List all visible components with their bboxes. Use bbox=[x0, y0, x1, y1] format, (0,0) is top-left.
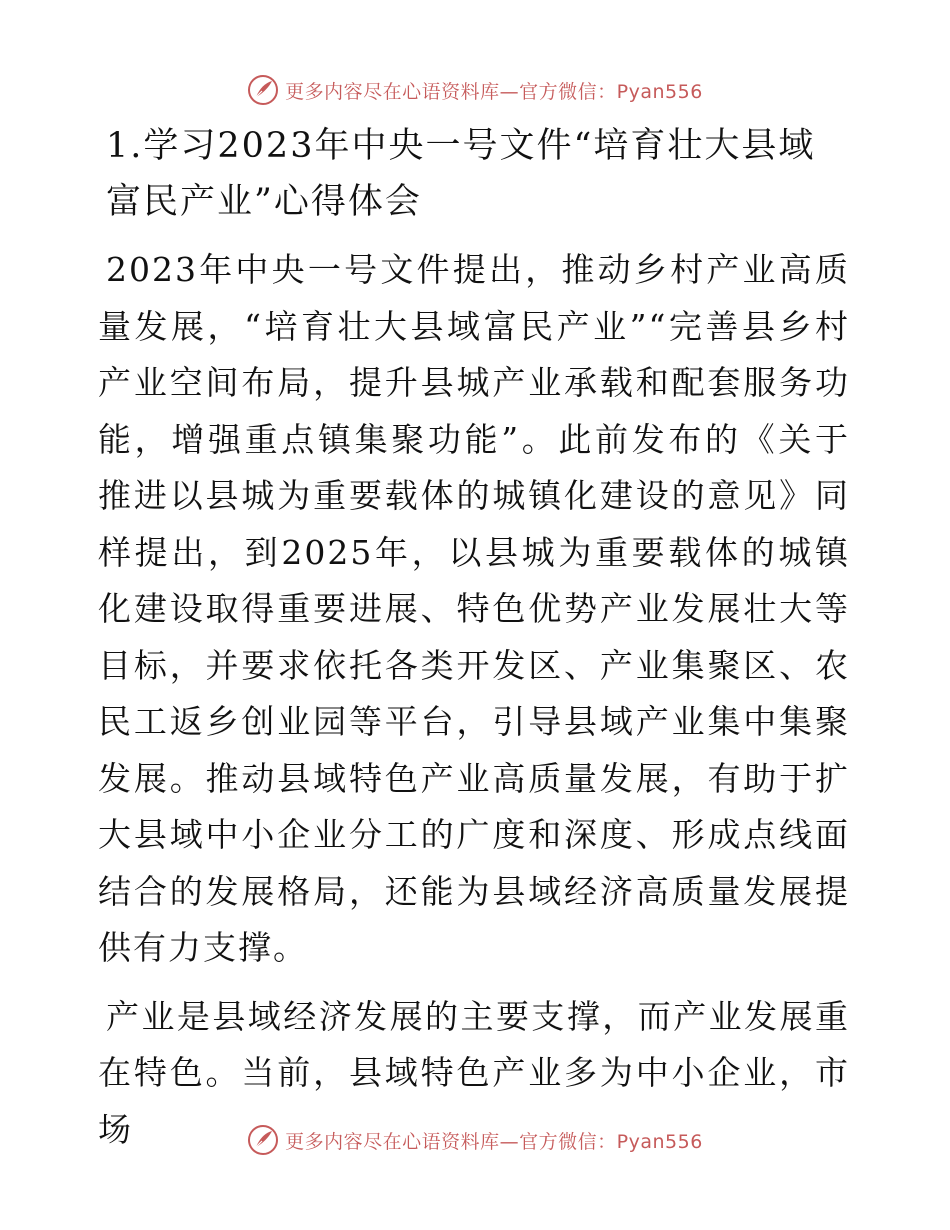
paragraph: 2023年中央一号文件提出，推动乡村产业高质量发展，“培育壮大县域富民产业”“完善县乡村产业空间布局，提升县城产业承载和配套服务功能，增强重点镇集聚功能”。此前发布的《关于推进以县城为重要载体的城镇化建设的意见》同样提出，到2025年，以县城为重要载体的城镇化建设取得重要进展、特色优势产业发展壮大等目标，并要求依托各类开发区、产业集聚区、农民工返乡创业园等平台，引导县域产业集中集聚发展。推动县域特色产业高质量发展，有助于扩大县域中小企业分工的广度和深度、形成点线面结合的发展格局，还能为县域经济高质量发展提供有力支撑。 bbox=[98, 250, 850, 967]
watermark-text: 更多内容尽在心语资料库—官方微信：Pyan556 bbox=[285, 1130, 703, 1153]
document-title: 1.学习2023年中央一号文件“培育壮大县域富民产业”心得体会 bbox=[106, 126, 816, 222]
feather-pen-logo-icon bbox=[247, 1124, 279, 1156]
header-watermark bbox=[0, 70, 950, 110]
footer-watermark bbox=[0, 1120, 950, 1160]
document-body bbox=[98, 118, 850, 1170]
paragraph: 产业是县域经济发展的主要支撑，而产业发展重在特色。当前，县域特色产业多为中小企业，市场 bbox=[98, 996, 850, 1149]
feather-pen-logo-icon bbox=[247, 74, 279, 106]
watermark-text: 更多内容尽在心语资料库—官方微信：Pyan556 bbox=[285, 80, 703, 103]
